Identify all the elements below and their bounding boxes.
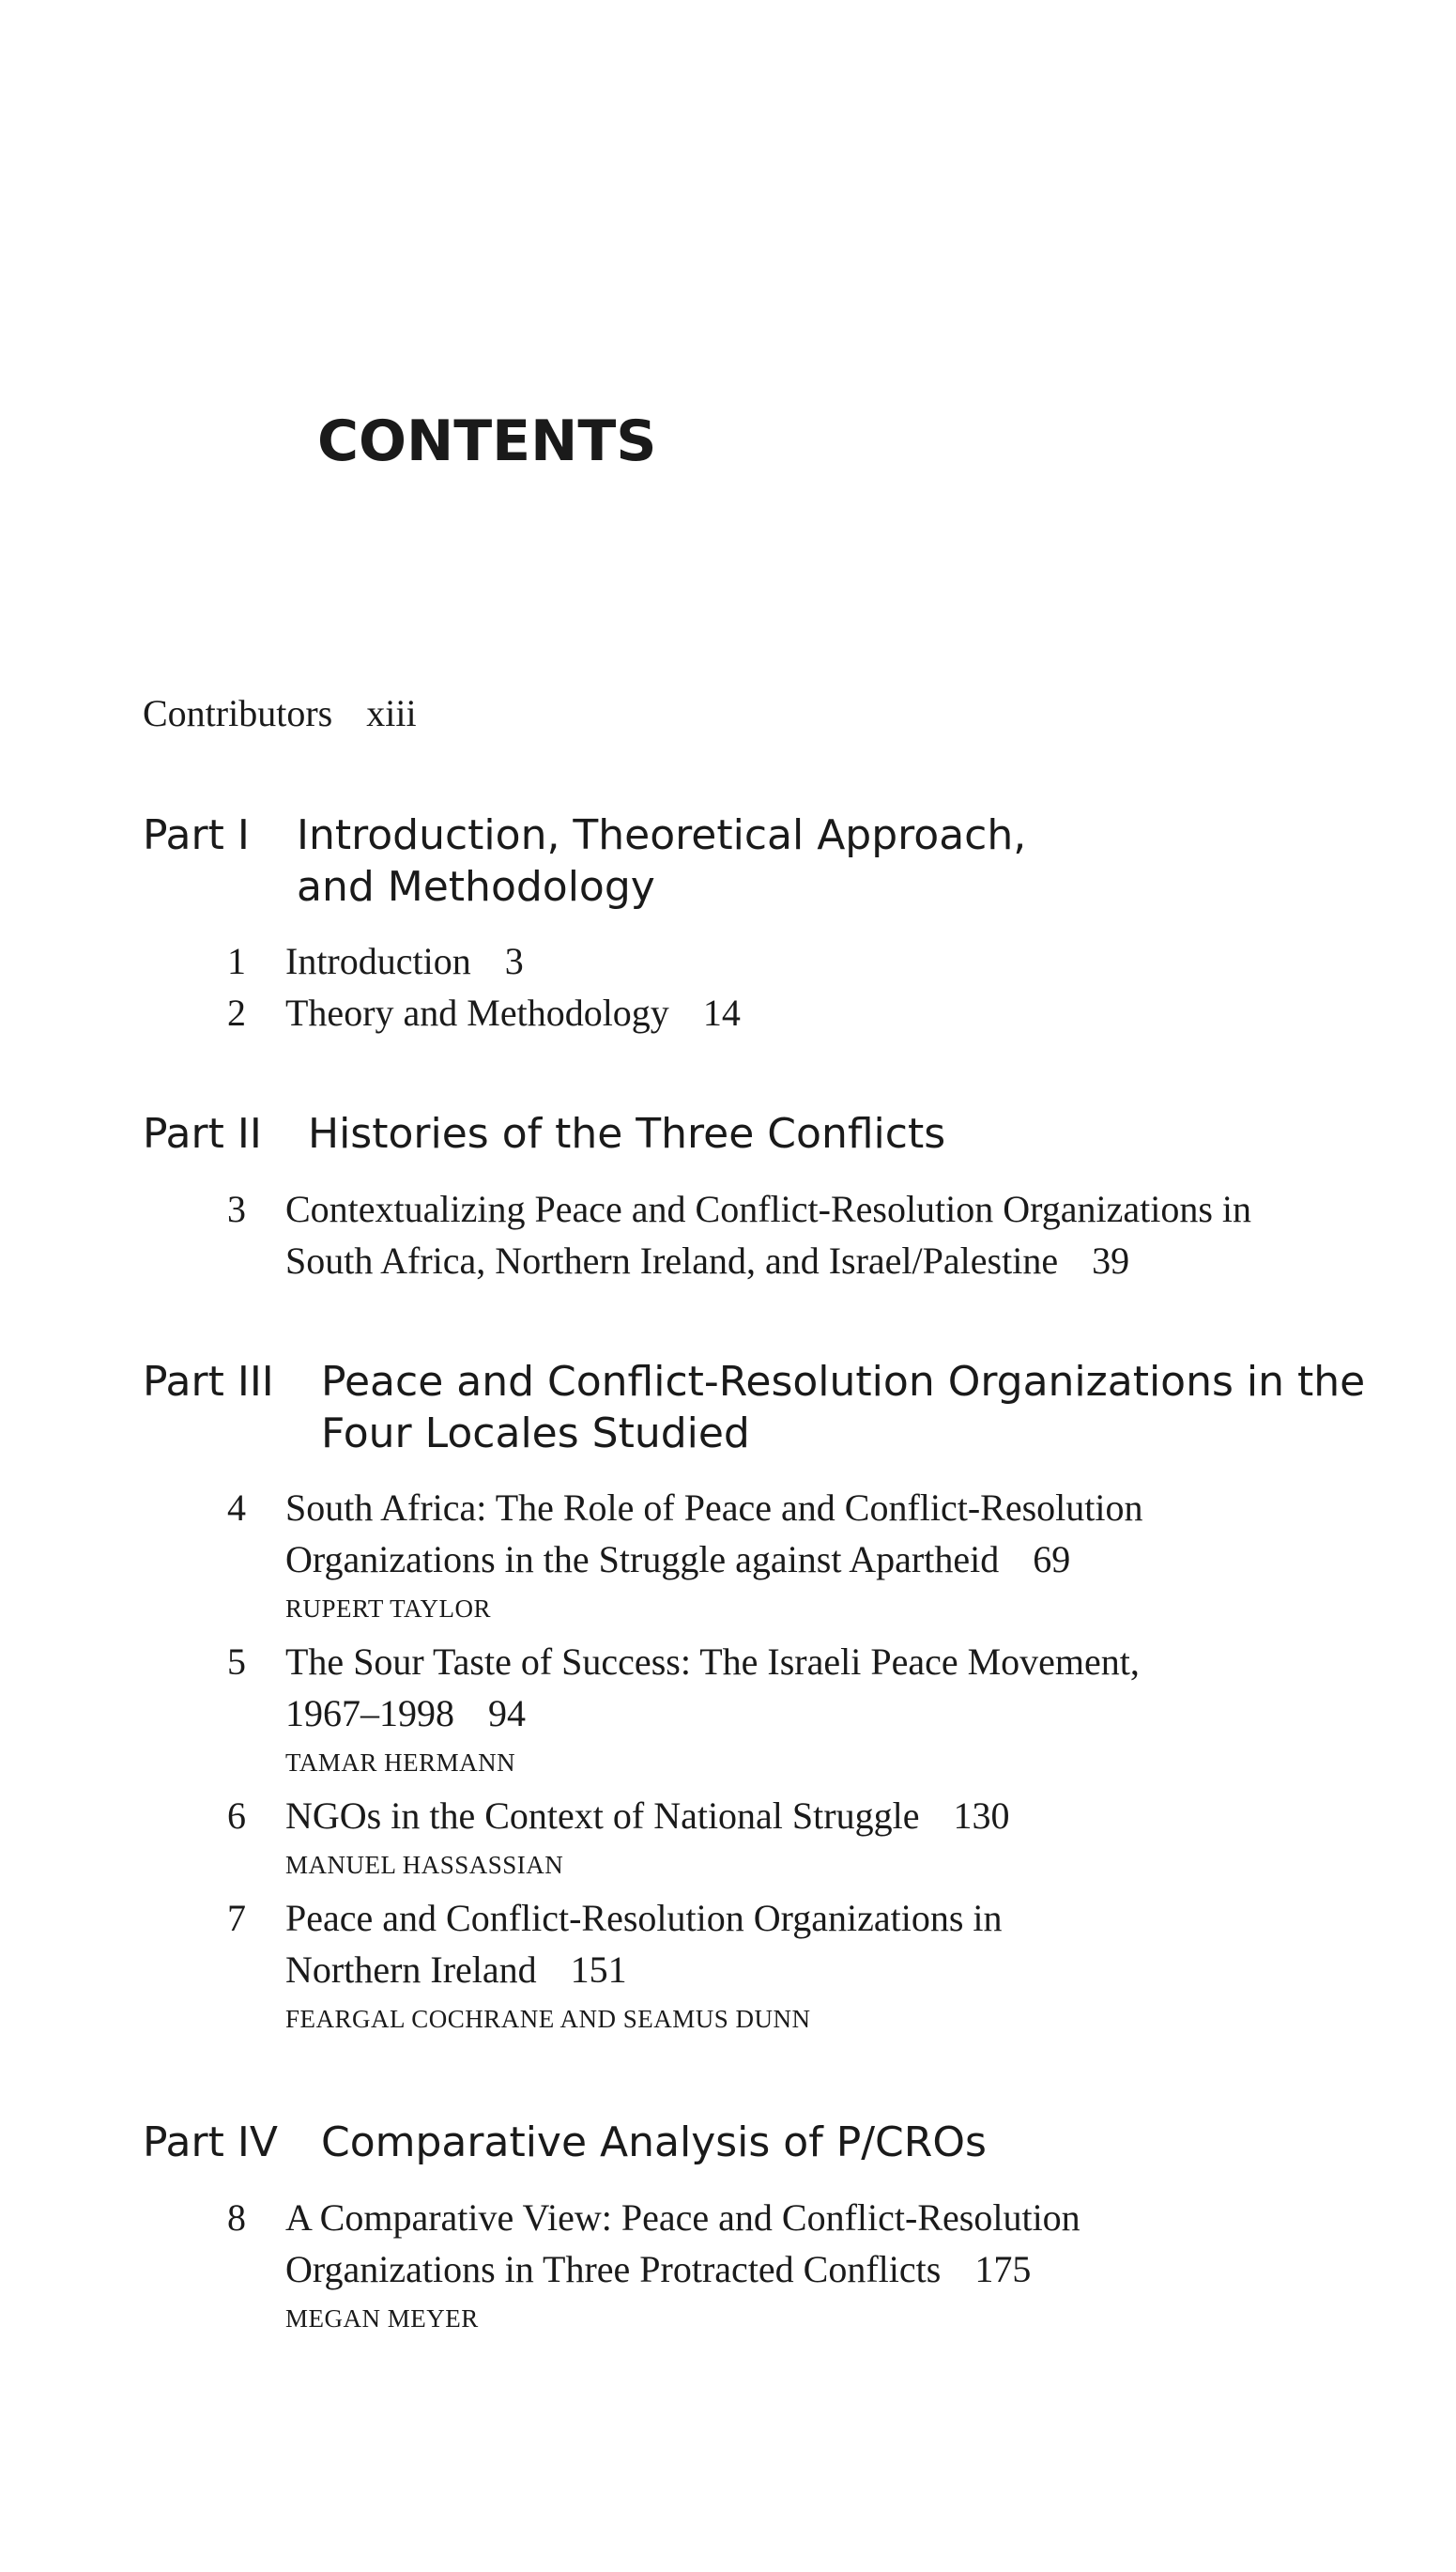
chapter-author: RUPERT TAYLOR: [285, 1594, 492, 1623]
part-title-line: Introduction, Theoretical Approach,: [297, 811, 1027, 859]
chapter-title-line: Introduction 3: [285, 940, 524, 982]
part-label: Part II: [143, 1110, 262, 1158]
chapter-number: 2: [227, 992, 246, 1034]
chapter-title-line: Contextualizing Peace and Conflict-Resolution Organizations in: [285, 1188, 1252, 1230]
chapter-title-line: NGOs in the Context of National Struggle 130: [285, 1794, 1010, 1837]
part-title-line: and Methodology: [297, 863, 655, 911]
chapter-number: 5: [227, 1640, 246, 1683]
chapter-title-line: South Africa, Northern Ireland, and Israel/Palestine 39: [285, 1240, 1130, 1282]
chapter-page: 130: [953, 1794, 1010, 1837]
contributors-entry[interactable]: [143, 687, 417, 740]
chapter-author: TAMAR HERMANN: [285, 1748, 516, 1777]
chapter-page: 175: [974, 2248, 1032, 2290]
chapter-title-line: Peace and Conflict-Resolution Organizations in: [285, 1897, 1003, 1939]
chapter-author: MANUEL HASSASSIAN: [285, 1851, 564, 1879]
chapter-page: 3: [504, 940, 524, 982]
chapter-title-line: The Sour Taste of Success: The Israeli Peace Movement,: [285, 1640, 1140, 1683]
chapter-number: 1: [227, 940, 246, 982]
part-label: Part III: [143, 1358, 274, 1406]
part-label: Part IV: [143, 2118, 278, 2166]
chapter-page: 14: [702, 992, 741, 1034]
chapter-page: 151: [570, 1948, 627, 1991]
chapter-title-line: 1967–1998 94: [285, 1692, 526, 1734]
chapter-number: 8: [227, 2196, 246, 2239]
chapter-page: 94: [488, 1692, 526, 1734]
part-title-line: Four Locales Studied: [321, 1409, 750, 1457]
part-title-line: Comparative Analysis of P/CROs: [321, 2118, 987, 2166]
chapter-page: 39: [1092, 1240, 1130, 1282]
chapter-number: 6: [227, 1794, 246, 1837]
part-title-line: Histories of the Three Conflicts: [308, 1110, 946, 1158]
contributors-page: xiii: [366, 692, 417, 734]
contributors-label: Contributors: [143, 692, 333, 734]
chapter-number: 7: [227, 1897, 246, 1939]
chapter-number: 3: [227, 1188, 246, 1230]
chapter-author: FEARGAL COCHRANE AND SEAMUS DUNN: [285, 2005, 811, 2033]
chapter-title-line: Organizations in Three Protracted Conflicts 175: [285, 2248, 1032, 2290]
part-label: Part I: [143, 811, 250, 859]
chapter-page: 69: [1033, 1538, 1071, 1580]
chapter-title-line: Theory and Methodology 14: [285, 992, 741, 1034]
page-title: CONTENTS: [317, 408, 657, 474]
part-title-line: Peace and Conflict-Resolution Organizations in the: [321, 1358, 1366, 1406]
chapter-title-line: A Comparative View: Peace and Conflict-Resolution: [285, 2196, 1081, 2239]
chapter-title-line: Organizations in the Struggle against Apartheid 69: [285, 1538, 1071, 1580]
chapter-number: 4: [227, 1486, 246, 1529]
chapter-title-line: Northern Ireland 151: [285, 1948, 627, 1991]
chapter-author: MEGAN MEYER: [285, 2304, 479, 2333]
chapter-title-line: South Africa: The Role of Peace and Conflict-Resolution: [285, 1486, 1143, 1529]
